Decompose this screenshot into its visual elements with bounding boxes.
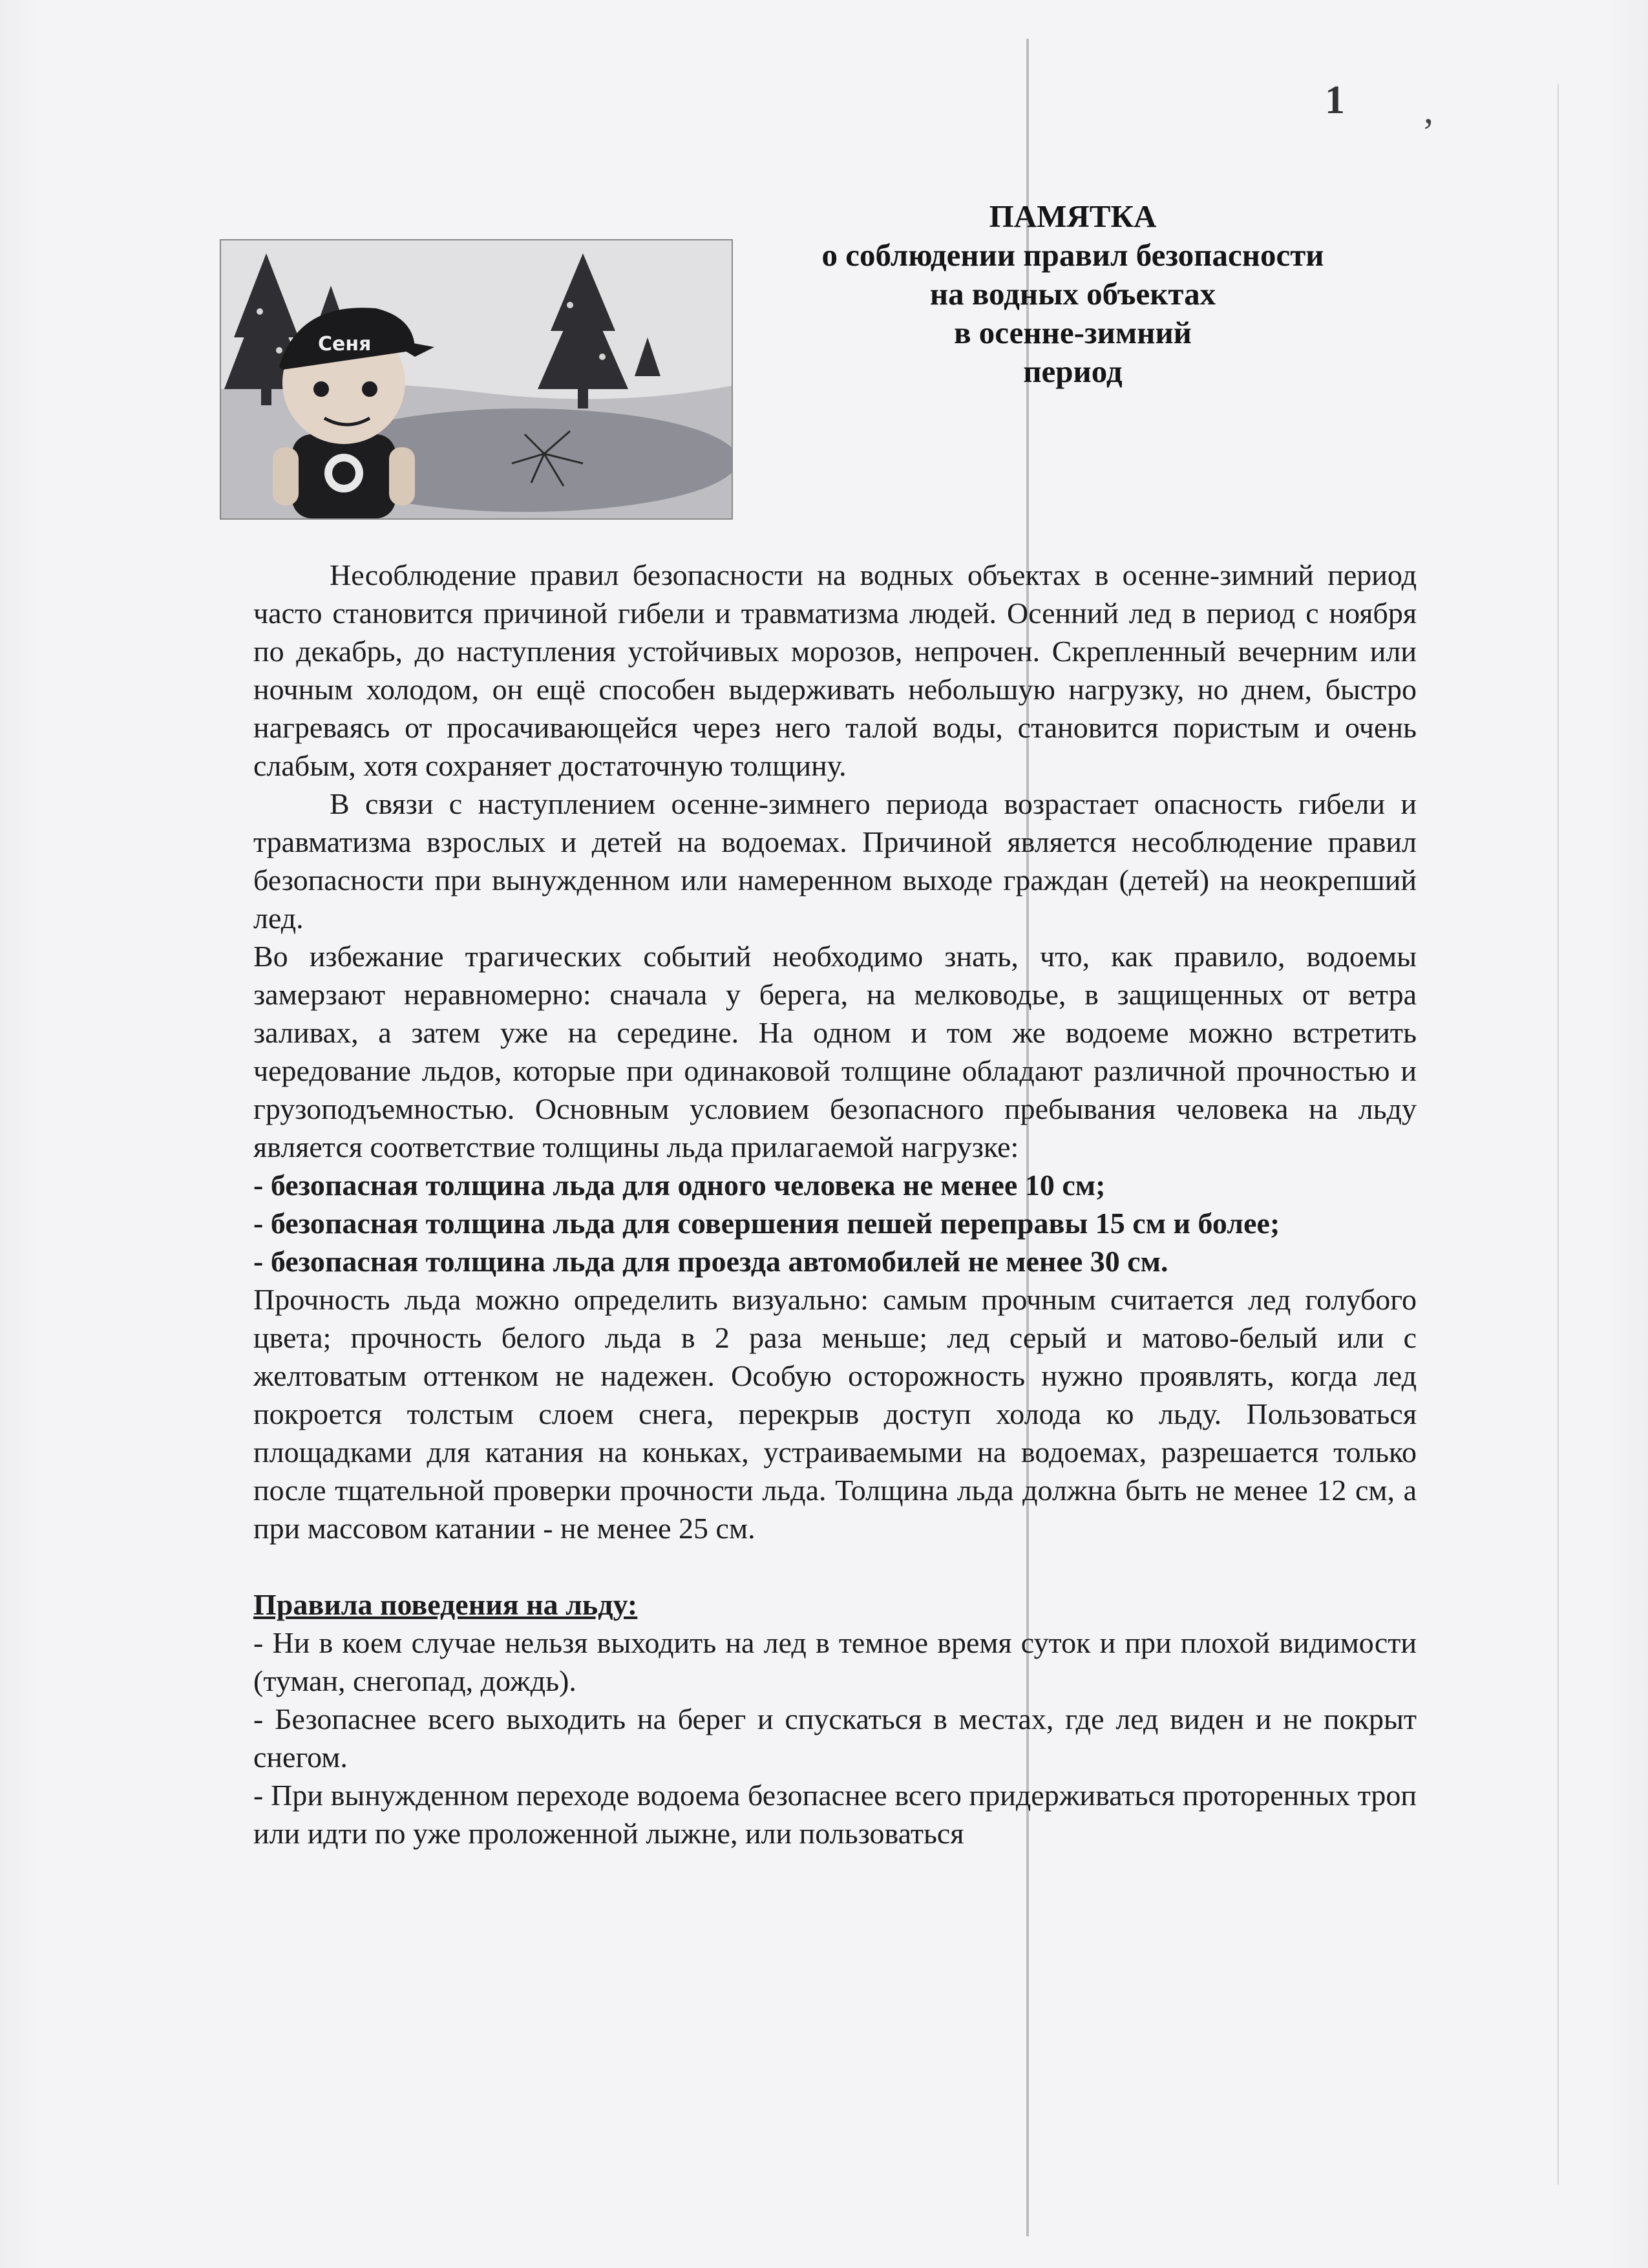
paragraph-ice-strength: Прочность льда можно определить визуально: самым прочным считается лед голубого цвета; прочность белого льда в 2 раза меньше; лед серый и матово-белый или с желтоватым оттенком не надежен. Особую осторожность нужно проявлять, когда лед покроется толстым слоем снега, перекрыв доступ холода ко льду. Пользоваться площадками для катания на коньках, устраиваемыми на водоемах, разрешается только после тщательной проверки прочности льда. Толщина льда должна быть не менее 12 см, а при массовом катании - не менее 25 см.	[253, 1283, 1417, 1545]
rule-item-3: - При вынужденном переходе водоема безопаснее всего придерживаться проторенных троп или идти по уже проложенной лыжне, или пользоваться	[253, 1779, 1417, 1850]
rule-item-2: - Безопаснее всего выходить на берег и спускаться в местах, где лед виден и не покрыт снегом.	[253, 1702, 1417, 1774]
cap-text: Сеня	[318, 333, 372, 355]
scan-edge-line	[1558, 84, 1559, 2185]
title-line-1: ПАМЯТКА	[989, 198, 1157, 234]
spacer	[253, 1547, 1417, 1585]
safety-illustration	[220, 239, 733, 520]
paragraph-freezing: Во избежание трагических событий необходимо знать, что, как правило, водоемы замерзают неравномерно: сначала у берега, на мелководье, в защищенных от ветра заливах, а затем уже на середине. На одном и том же водоеме можно встретить чередование льдов, которые при одинаковой толщине обладают различной прочностью и грузоподъемностью. Основным условием безопасного пребывания человека на льду является соответствие толщины льда прилагаемой нагрузке:	[253, 940, 1417, 1163]
ice-thickness-vehicles: - безопасная толщина льда для проезда автомобилей не менее 30 см.	[253, 1245, 1168, 1278]
illustration-svg	[221, 240, 732, 518]
title-line-3: на водных объектах	[929, 276, 1216, 312]
document-body	[253, 556, 1417, 1852]
paragraph-intro: Несоблюдение правил безопасности на водных объектах в осенне-зимний период часто становится причиной гибели и травматизма людей. Осенний лед в период с ноября по декабрь, до наступления устойчивых морозов, непрочен. Скрепленный вечерним или ночным холодом, он ещё способен выдерживать небольшую нагрузку, но днем, быстро нагреваясь от просачивающейся через него талой воды, становится пористым и очень слабым, хотя сохраняет достаточную толщину.	[253, 558, 1417, 782]
title-line-2: о соблюдении правил безопасности	[821, 237, 1324, 273]
page-number: 1	[1325, 78, 1345, 122]
ice-thickness-person: - безопасная толщина льда для одного человека не менее 10 см;	[253, 1169, 1106, 1202]
rules-heading: Правила поведения на льду:	[253, 1588, 638, 1621]
document-title	[776, 197, 1370, 391]
title-line-4: в осенне-зимний	[954, 315, 1192, 350]
paragraph-danger: В связи с наступлением осенне-зимнего периода возрастает опасность гибели и травматизма взрослых и детей на водоемах. Причиной является несоблюдение правил безопасности при вынужденном или намеренном выходе граждан (детей) на неокрепший лед.	[253, 787, 1417, 935]
rule-item-1: - Ни в коем случае нельзя выходить на лед в темное время суток и при плохой видимости (туман, снегопад, дождь).	[253, 1626, 1417, 1697]
title-line-5: период	[1023, 354, 1123, 389]
scan-corner-mark: ʼ	[1422, 111, 1435, 153]
ice-thickness-crossing: - безопасная толщина льда для совершения пешей переправы 15 см и более;	[253, 1207, 1280, 1240]
